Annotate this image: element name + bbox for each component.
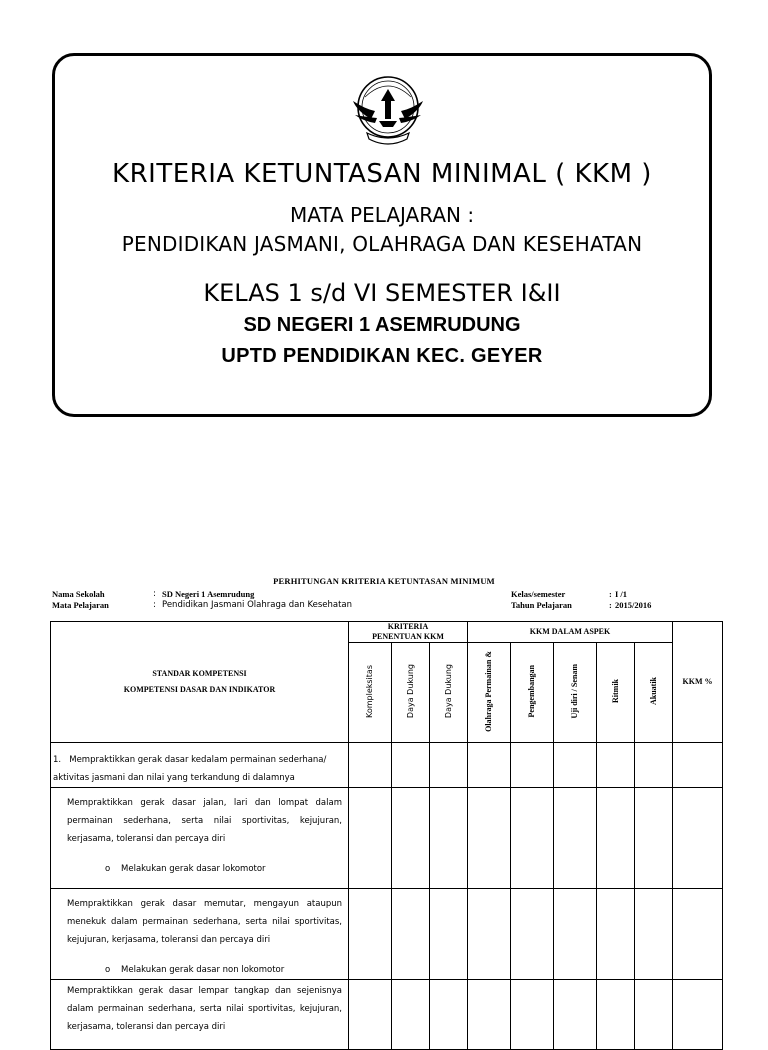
education-office: UPTD PENDIDIKAN KEC. GEYER [221,345,543,367]
kompleksitas-header: Kompleksitas [349,643,392,743]
row-indicator: o Melakukan gerak dasar non lokomotor [105,965,285,975]
row-competency-text [51,889,349,980]
sk-header-line1: STANDAR KOMPETENSI [152,669,247,678]
olahraga-permainan-header: Olahraga Permainan & [468,643,511,743]
kriteria-header-line2: PENENTUAN KKM [372,632,444,641]
subject-separator: : [153,600,156,610]
year-separator: : [609,600,612,610]
school-name: SD NEGERI 1 ASEMRUDUNG [243,314,521,336]
tut-wuri-handayani-logo [345,71,431,153]
kkm-table [50,621,723,1050]
class-separator: : [609,589,612,599]
uji-diri-senam-header: Uji diri / Senam [554,643,597,743]
ritmik-header: Ritmik [597,643,635,743]
kriteria-header [349,622,468,643]
school-label: Nama Sekolah [52,589,105,599]
school-value: SD Negeri 1 Asemrudung [162,589,255,599]
subject-label-info: Mata Pelajaran [52,600,109,610]
row-text: Mempraktikkan gerak dasar memutar, mengayun ataupun menekuk dalam permainan sederhana, serta nilai sportivitas, kejujuran, kerjasama, toleransi dan percaya diri [67,899,342,945]
subject-label: MATA PELAJARAN : [289,203,475,227]
cover-frame [52,53,712,417]
kkm-percent-header: KKM % [673,622,723,743]
school-separator: : [153,589,156,599]
table-row [51,889,723,980]
row-indicator: o Melakukan gerak dasar lokomotor [105,864,266,874]
aspek-header: KKM DALAM ASPEK [468,622,673,643]
pengembangan-header: Pengembangan [511,643,554,743]
year-label: Tahun Pelajaran [511,600,572,610]
class-value: I /1 [615,589,628,599]
daya-dukung-header-2: Daya Dukung [430,643,468,743]
cover-title: KRITERIA KETUNTASAN MINIMAL ( KKM ) [112,159,652,189]
class-semester: KELAS 1 s/d VI SEMESTER I&II [203,279,561,307]
table-row [51,743,723,788]
row-text: Mempraktikkan gerak dasar jalan, lari dan lompat dalam permainan sederhana, serta nilai sportivitas, kejujuran, kerjasama, toleransi dan percaya diri [67,798,342,844]
row-standard-text [51,743,349,788]
sheet-title: PERHITUNGAN KRITERIA KETUNTASAN MINIMUM [273,576,495,586]
sk-header [51,622,349,743]
row-competency-text [51,980,349,1050]
class-label: Kelas/semester [511,589,566,599]
table-row [51,980,723,1050]
subject-value: Pendidikan Jasmani Olahraga dan Kesehatan [162,600,353,610]
row-number: 1. [53,755,62,765]
row-text: Mempraktikkan gerak dasar lempar tangkap dan sejenisnya dalam permainan sederhana, serta nilai sportivitas, kejujuran, kerjasama, toleransi dan percaya diri [67,986,342,1032]
year-value: 2015/2016 [615,600,652,610]
subject-name: PENDIDIKAN JASMANI, OLAHRAGA DAN KESEHATAN [121,232,643,256]
daya-dukung-header: Daya Dukung [392,643,430,743]
akuatik-header: Akuatik [635,643,673,743]
row-competency-text [51,788,349,889]
table-row [51,788,723,889]
row-text: Mempraktikkan gerak dasar kedalam permainan sederhana/ aktivitas jasmani dan nilai yang terkandung di dalamnya [53,755,327,783]
kriteria-header-line1: KRITERIA [387,622,429,631]
sk-header-line2: KOMPETENSI DASAR DAN INDIKATOR [123,685,276,694]
